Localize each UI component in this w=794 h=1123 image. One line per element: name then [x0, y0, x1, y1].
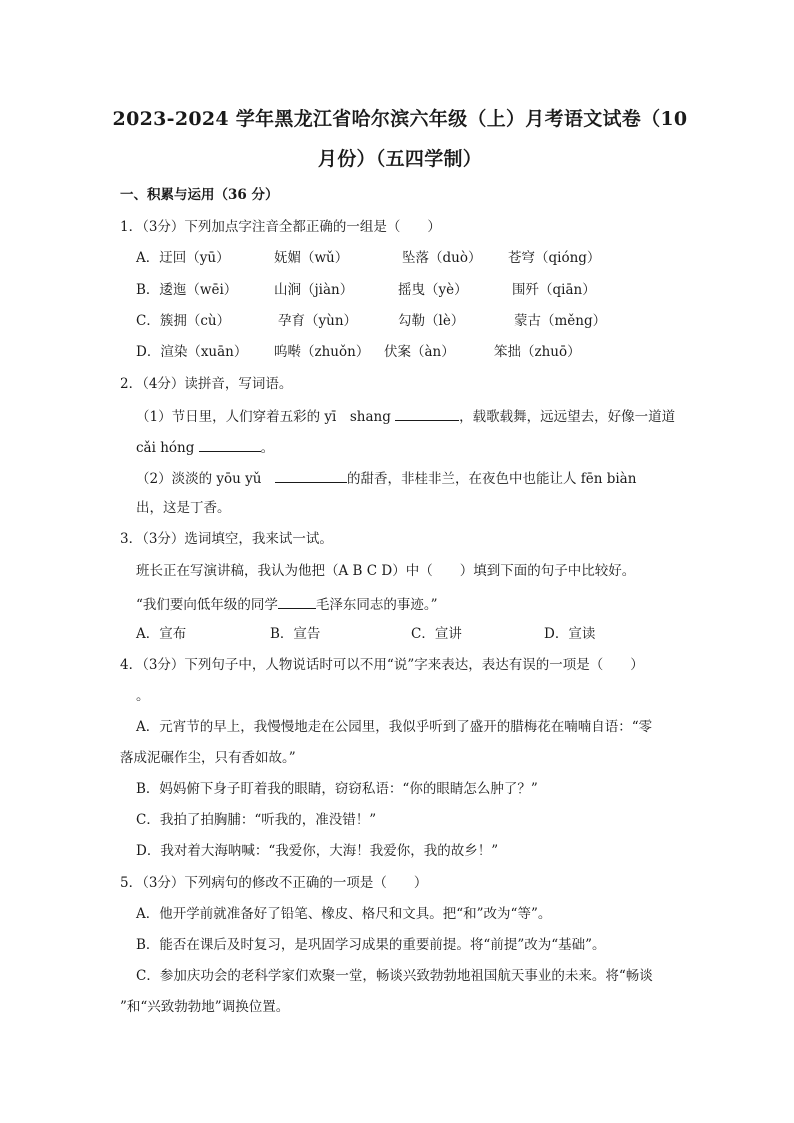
q1-c-3: 勾勒（lè） [398, 313, 465, 329]
q1-c-4: 蒙古（měng） [514, 313, 607, 329]
q3-stem: 3．（3分）选词填空，我来试一试。 [120, 531, 333, 547]
q5-option-c-line1: C．参加庆功会的老科学家们欢聚一堂，畅谈兴致勃勃地祖国航天事业的未来。将“畅谈 [136, 968, 653, 984]
q4-option-c: C．我拍了拍胸脯：“听我的，准没错！” [136, 812, 377, 828]
answer-blank-caihong[interactable] [199, 437, 261, 452]
q2-p2-text-a: （2）淡淡的 yōu yǔ [136, 471, 275, 487]
q1-d-2: 呜啭（zhuǒn） [274, 344, 370, 360]
q1-c-1: C．簇拥（cù） [136, 313, 231, 329]
q5-option-c-line2: ”和“兴致勃勃地”调换位置。 [120, 999, 290, 1015]
q4-option-a-line2: 落成泥碾作尘，只有香如故。” [120, 750, 296, 766]
q1-stem: 1．（3分）下列加点字注音全都正确的一组是（ ） [120, 219, 441, 235]
exam-title-line2: 月份）（五四学制） [317, 148, 483, 170]
q2-p1-text-d: 。 [260, 440, 275, 456]
q4-stem: 4．（3分）下列句子中，人物说话时可以不用“说”字来表达，表达有误的一项是（ ） [120, 657, 644, 673]
q2-part2-line2: 出，这是丁香。 [136, 500, 231, 516]
q5-option-b: B．能否在课后及时复习，是巩固学习成果的重要前提。将“前提”改为“基础”。 [136, 937, 606, 953]
q3-quote-b: 毛泽东同志的事迹。” [315, 597, 438, 613]
q3-quote [136, 594, 438, 614]
answer-blank-yishang[interactable] [395, 406, 459, 421]
q3-text: 班长正在写演讲稿，我认为他把（A B C D）中（ ）填到下面的句子中比较好。 [136, 563, 636, 579]
q2-part2-line1 [136, 468, 636, 488]
q4-option-a-line1: A．元宵节的早上，我慢慢地走在公园里，我似乎听到了盛开的腊梅花在喃喃自语：“零 [136, 719, 653, 735]
q4-stem-tail: 。 [136, 688, 150, 704]
q3-option-b: B．宣告 [270, 626, 321, 642]
q2-p1-text-c: cǎi hóng [136, 440, 199, 456]
q1-d-4: 笨拙（zhuō） [494, 344, 581, 360]
q1-b-2: 山涧（jiàn） [274, 282, 354, 298]
exam-title-line1: 2023-2024 学年黑龙江省哈尔滨六年级（上）月考语文试卷（10 [112, 108, 688, 130]
answer-blank-youyu[interactable] [275, 468, 347, 483]
q4-option-d: D．我对着大海呐喊：“我爱你，大海！我爱你，我的故乡！” [136, 843, 499, 859]
q2-p2-text-b: 的甜香，非桂非兰，在夜色中也能让人 fēn biàn [346, 471, 637, 487]
q1-b-4: 围歼（qiān） [512, 282, 596, 298]
q1-c-2: 孕育（yùn） [278, 313, 358, 329]
q4-option-b: B．妈妈俯下身子盯着我的眼睛，窃窃私语：“你的眼睛怎么肿了？” [136, 781, 538, 797]
q1-b-1: B．逶迤（wēi） [136, 282, 238, 298]
q2-part1-line1 [136, 406, 675, 426]
q2-stem: 2．（4分）读拼音，写词语。 [120, 376, 293, 392]
section-heading: 一、积累与运用（36 分） [120, 187, 279, 203]
q3-option-a: A．宣布 [136, 626, 187, 642]
q2-p1-text-a: （1）节日里，人们穿着五彩的 yī shang [136, 409, 396, 425]
q5-stem: 5．（3分）下列病句的修改不正确的一项是（ ） [120, 875, 428, 891]
q1-b-3: 摇曳（yè） [398, 282, 468, 298]
q1-d-1: D．渲染（xuān） [136, 344, 248, 360]
q1-a-1: A．迂回（yū） [136, 250, 230, 266]
q1-a-2: 妩媚（wǔ） [274, 250, 349, 266]
answer-blank-q3[interactable] [278, 594, 316, 609]
q2-part1-line2 [136, 437, 274, 457]
q5-option-a: A．他开学前就准备好了铅笔、橡皮、格尺和文具。把“和”改为“等”。 [136, 906, 552, 922]
q3-option-c: C．宣讲 [411, 626, 462, 642]
q3-quote-a: “我们要向低年级的同学 [136, 597, 278, 613]
q1-a-4: 苍穹（qióng） [508, 250, 601, 266]
q1-d-3: 伏案（àn） [384, 344, 455, 360]
q2-p1-text-b: ，载歌载舞，远远望去，好像一道道 [459, 409, 676, 425]
q1-a-3: 坠落（duò） [402, 250, 482, 266]
q3-option-d: D．宣读 [544, 626, 596, 642]
